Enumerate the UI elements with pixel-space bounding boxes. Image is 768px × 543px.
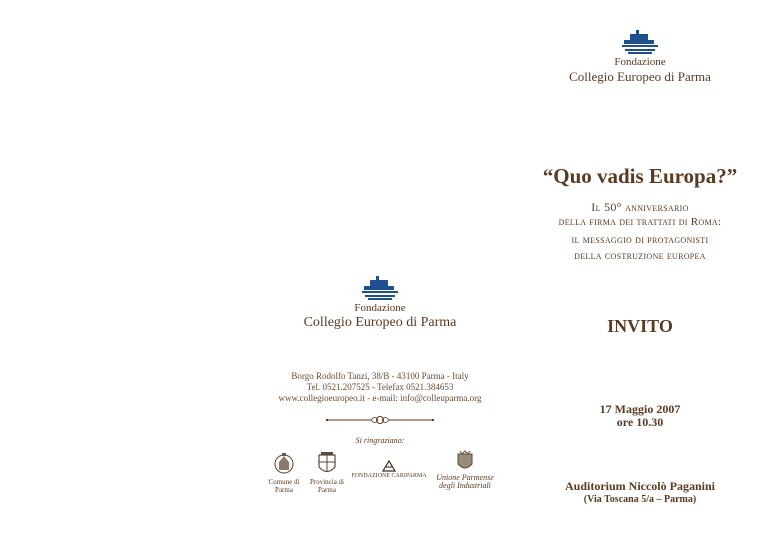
logo-middle: [280, 274, 480, 331]
provincia-crest-icon: [317, 452, 337, 478]
logo-mid-line2: Collegio Europeo di Parma: [303, 315, 457, 330]
venue-address: (Via Toscana 5/a – Parma): [583, 494, 697, 505]
venue-name: Auditorium Niccolò Paganini: [564, 479, 715, 493]
cariparma-label: FONDAZIONE CARIPARMA: [351, 473, 427, 479]
cariparma-logo-icon: [382, 460, 396, 472]
unione-label-1: Unione Parmense: [436, 473, 494, 482]
subtitle-line-2: della firma dei trattati di Roma:: [558, 216, 722, 228]
event-time: ore 10.30: [616, 415, 664, 429]
address-line-3: www.collegioeuropeo.it - e-mail: info@colleuparma.org: [278, 393, 482, 403]
invito-heading: INVITO: [607, 316, 673, 336]
comune-crest-icon: [273, 452, 295, 478]
sponsor-provincia: [302, 452, 352, 494]
building-logo-icon: [360, 274, 400, 302]
provincia-label-1: Provincia di: [309, 478, 345, 486]
subtitle-line-1: Il 50° anniversario: [591, 200, 689, 214]
comune-label-1: Comune di: [268, 478, 300, 486]
address-line-2: Tel. 0521.207525 - Telefax 0521.384653: [306, 382, 454, 392]
provincia-label-2: Parma: [318, 486, 336, 494]
logo-top-line1: Fondazione: [614, 56, 666, 68]
subtitle-line-3: il messaggio di protagonisti: [571, 234, 709, 246]
sponsor-cariparma: [348, 460, 430, 480]
logo-mid-line1: Fondazione: [354, 302, 406, 314]
logo-top-line2: Collegio Europeo di Parma: [569, 69, 711, 84]
sponsor-comune: [262, 452, 306, 494]
building-logo-icon: [620, 28, 660, 56]
unione-label-2: degli Industriali: [439, 481, 491, 490]
event-title: “Quo vadis Europa?”: [542, 164, 738, 188]
thanks-label: Si ringraziano:: [355, 436, 405, 445]
logo-top: [560, 28, 720, 84]
sponsor-unione: [430, 450, 500, 490]
subtitle-line-4: della costruzione europea: [574, 250, 706, 262]
ornament-divider-icon: [325, 414, 435, 426]
unione-crest-icon: [456, 450, 474, 474]
address-line-1: Borgo Rodolfo Tanzi, 38/B - 43100 Parma - Italy: [291, 371, 469, 381]
event-date: 17 Maggio 2007: [599, 402, 681, 416]
comune-label-2: Parma: [275, 486, 293, 494]
